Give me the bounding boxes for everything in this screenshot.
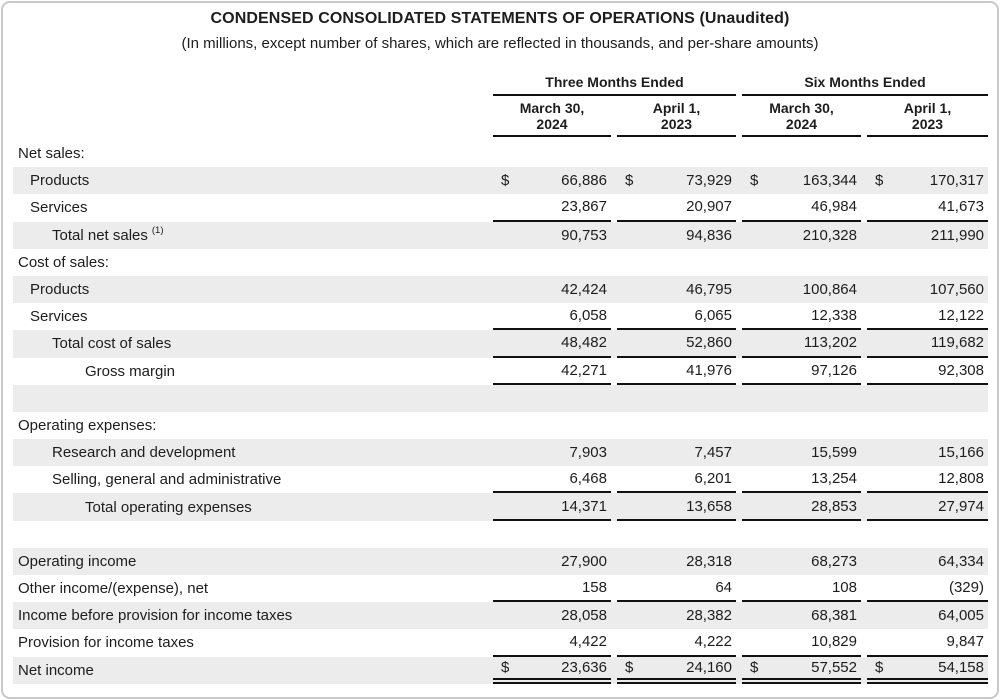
currency-symbol: $ <box>625 172 634 190</box>
table-row <box>13 548 988 575</box>
value-cell-h-2023 <box>867 276 988 303</box>
table-row <box>13 276 988 303</box>
value-cell-h-2023 <box>867 385 988 412</box>
row-label-cell <box>13 385 493 412</box>
value: 23,636 <box>561 658 607 676</box>
value: 9,847 <box>946 633 984 651</box>
value-cell-h-2024 <box>742 521 861 548</box>
row-label-cell <box>13 602 493 629</box>
currency-symbol: $ <box>750 172 759 190</box>
row-label: Total cost of sales <box>52 335 172 353</box>
column-group-label: Six Months Ended <box>804 74 926 90</box>
value-cell-q-2023 <box>617 629 736 656</box>
value: 7,457 <box>694 444 732 462</box>
currency-symbol: $ <box>750 658 759 676</box>
row-label-cell <box>13 249 493 276</box>
column-header-line2: 2023 <box>911 116 944 132</box>
value: 41,673 <box>938 198 984 216</box>
row-label-cell <box>13 548 493 575</box>
row-label-cell <box>13 303 493 330</box>
value: 97,126 <box>811 361 857 379</box>
row-label-cell <box>13 657 493 684</box>
value-cell-q-2023 <box>617 167 736 194</box>
row-label: Net sales: <box>18 145 85 163</box>
value-cell-h-2024 <box>742 575 861 602</box>
table-row <box>13 358 988 385</box>
value-cell-q-2023 <box>617 657 736 684</box>
value-cell-h-2024 <box>742 493 861 520</box>
table-row <box>13 385 988 412</box>
value-cell-h-2023 <box>867 657 988 684</box>
value: 66,886 <box>561 172 607 190</box>
table-row <box>13 602 988 629</box>
value: 48,482 <box>561 334 607 352</box>
value: (329) <box>948 579 984 597</box>
value-cell-h-2024 <box>742 412 861 439</box>
value-cell-q-2024 <box>493 276 611 303</box>
value-cell-q-2024 <box>493 412 611 439</box>
value: 42,424 <box>561 281 607 299</box>
value: 46,795 <box>686 281 732 299</box>
value-cell-q-2024 <box>493 602 611 629</box>
row-label: Gross margin <box>85 362 176 380</box>
value: 158 <box>581 579 607 597</box>
table-row <box>13 303 988 330</box>
value: 4,222 <box>694 633 732 651</box>
row-label-cell <box>13 575 493 602</box>
table-row <box>13 493 988 520</box>
column-header-h-2023 <box>867 96 988 137</box>
value-cell-q-2023 <box>617 521 736 548</box>
value-cell-h-2023 <box>867 412 988 439</box>
value-cell-q-2023 <box>617 276 736 303</box>
value-cell-h-2024 <box>742 140 861 167</box>
value-cell-h-2024 <box>742 330 861 357</box>
value: 94,836 <box>686 226 732 244</box>
value: 90,753 <box>561 226 607 244</box>
value-cell-q-2023 <box>617 548 736 575</box>
row-label-cell <box>13 466 493 493</box>
row-label: Operating income <box>18 552 137 570</box>
value: 64,005 <box>938 607 984 625</box>
table-row <box>13 140 988 167</box>
value: 6,468 <box>569 470 607 488</box>
value: 6,058 <box>569 307 607 325</box>
value-cell-h-2024 <box>742 439 861 466</box>
row-label-cell <box>13 276 493 303</box>
value-cell-h-2024 <box>742 629 861 656</box>
value-cell-h-2024 <box>742 167 861 194</box>
value-cell-q-2024 <box>493 439 611 466</box>
value-cell-q-2024 <box>493 629 611 656</box>
value: 64,334 <box>938 552 984 570</box>
value: 28,318 <box>686 552 732 570</box>
row-label: Other income/(expense), net <box>18 580 209 598</box>
value: 46,984 <box>811 198 857 216</box>
value: 52,860 <box>686 334 732 352</box>
table-row <box>13 439 988 466</box>
table-row <box>13 167 988 194</box>
value: 15,166 <box>938 444 984 462</box>
value-cell-q-2024 <box>493 358 611 385</box>
column-header-q-2023 <box>617 96 736 137</box>
table-row <box>13 575 988 602</box>
value-cell-q-2023 <box>617 194 736 221</box>
table-row <box>13 521 988 548</box>
value-cell-q-2024 <box>493 140 611 167</box>
value: 15,599 <box>811 444 857 462</box>
value-cell-h-2024 <box>742 194 861 221</box>
table-row <box>13 249 988 276</box>
row-label: Products <box>30 172 90 190</box>
value-cell-q-2023 <box>617 222 736 249</box>
value-cell-h-2023 <box>867 249 988 276</box>
value-cell-h-2024 <box>742 222 861 249</box>
row-label-cell <box>13 358 493 385</box>
value: 100,864 <box>802 281 857 299</box>
column-header-line1: March 30, <box>519 100 585 116</box>
value: 6,065 <box>694 307 732 325</box>
table-row <box>13 629 988 656</box>
value: 13,658 <box>686 497 732 515</box>
value: 27,974 <box>938 497 984 515</box>
value-cell-q-2023 <box>617 412 736 439</box>
value: 27,900 <box>561 552 607 570</box>
currency-symbol: $ <box>625 658 634 676</box>
currency-symbol: $ <box>875 172 884 190</box>
value: 68,381 <box>811 607 857 625</box>
value-cell-h-2023 <box>867 521 988 548</box>
value: 57,552 <box>811 658 857 676</box>
value: 14,371 <box>561 497 607 515</box>
value-cell-q-2023 <box>617 602 736 629</box>
value-cell-h-2024 <box>742 276 861 303</box>
column-group-label: Three Months Ended <box>545 74 684 90</box>
value-cell-h-2023 <box>867 548 988 575</box>
column-group-three-months <box>493 72 736 96</box>
row-label-cell <box>13 629 493 656</box>
value-cell-h-2024 <box>742 602 861 629</box>
value-cell-q-2023 <box>617 140 736 167</box>
currency-symbol: $ <box>501 658 510 676</box>
row-label-cell <box>13 439 493 466</box>
statements-of-operations-table <box>13 72 988 684</box>
value-cell-q-2023 <box>617 385 736 412</box>
value-cell-h-2023 <box>867 303 988 330</box>
table-header-groups <box>13 72 988 96</box>
value-cell-q-2024 <box>493 657 611 684</box>
value: 12,808 <box>938 470 984 488</box>
table-row <box>13 222 988 249</box>
value-cell-h-2023 <box>867 222 988 249</box>
row-label-cell <box>13 330 493 357</box>
value-cell-q-2023 <box>617 466 736 493</box>
header-spacer-cell <box>13 96 493 137</box>
currency-symbol: $ <box>875 658 884 676</box>
value-cell-q-2024 <box>493 194 611 221</box>
value-cell-h-2023 <box>867 140 988 167</box>
value: 170,317 <box>929 172 984 190</box>
value: 92,308 <box>938 361 984 379</box>
row-label-cell <box>13 521 493 548</box>
table-row <box>13 330 988 357</box>
value: 119,682 <box>930 334 984 352</box>
value-cell-q-2024 <box>493 330 611 357</box>
value: 64 <box>715 579 732 597</box>
value-cell-h-2024 <box>742 466 861 493</box>
row-label: Selling, general and administrative <box>52 471 282 489</box>
row-label: Total net sales <box>52 226 148 244</box>
value: 12,122 <box>938 307 984 325</box>
value-cell-h-2023 <box>867 439 988 466</box>
value: 211,990 <box>930 226 984 244</box>
value-cell-h-2024 <box>742 303 861 330</box>
table-header-columns <box>13 96 988 137</box>
row-label: Provision for income taxes <box>18 634 194 652</box>
table-row <box>13 657 988 684</box>
currency-symbol: $ <box>501 172 510 190</box>
row-label: Net income <box>18 661 94 679</box>
row-label: Products <box>30 281 90 299</box>
value: 13,254 <box>811 470 857 488</box>
value-cell-q-2024 <box>493 521 611 548</box>
value: 10,829 <box>811 633 857 651</box>
value: 24,160 <box>686 658 732 676</box>
value-cell-q-2024 <box>493 249 611 276</box>
column-header-line2: 2024 <box>785 116 818 132</box>
row-label: Services <box>30 199 88 217</box>
column-header-h-2024 <box>742 96 861 137</box>
table-row <box>13 466 988 493</box>
value: 28,853 <box>811 497 857 515</box>
value-cell-q-2023 <box>617 358 736 385</box>
value-cell-q-2024 <box>493 548 611 575</box>
value-cell-h-2023 <box>867 602 988 629</box>
column-header-q-2024 <box>493 96 611 137</box>
row-label: Total operating expenses <box>85 498 252 516</box>
value-cell-h-2024 <box>742 657 861 684</box>
value: 108 <box>831 579 857 597</box>
value: 163,344 <box>802 172 857 190</box>
value: 6,201 <box>694 470 732 488</box>
column-header-line2: 2024 <box>536 116 568 132</box>
row-label-cell <box>13 493 493 520</box>
value-cell-h-2024 <box>742 385 861 412</box>
value-cell-q-2023 <box>617 303 736 330</box>
value: 210,328 <box>802 226 857 244</box>
value-cell-h-2023 <box>867 466 988 493</box>
value-cell-h-2024 <box>742 548 861 575</box>
header-spacer-cell <box>13 72 493 96</box>
value: 68,273 <box>811 552 857 570</box>
value-cell-q-2023 <box>617 439 736 466</box>
value-cell-h-2023 <box>867 194 988 221</box>
value: 73,929 <box>686 172 732 190</box>
column-group-six-months <box>742 72 988 96</box>
row-label-cell <box>13 412 493 439</box>
value-cell-q-2024 <box>493 167 611 194</box>
value-cell-q-2024 <box>493 575 611 602</box>
value-cell-h-2023 <box>867 167 988 194</box>
row-label-cell <box>13 222 493 249</box>
value-cell-q-2024 <box>493 385 611 412</box>
value: 41,976 <box>686 361 732 379</box>
page-subtitle: (In millions, except number of shares, which are reflected in thousands, and per-share amounts) <box>181 35 819 52</box>
row-label: Cost of sales: <box>18 253 109 271</box>
value-cell-h-2023 <box>867 629 988 656</box>
value-cell-h-2024 <box>742 249 861 276</box>
column-header-line1: March 30, <box>769 100 834 116</box>
row-label: Income before provision for income taxes <box>18 607 293 625</box>
row-label-cell <box>13 167 493 194</box>
value-cell-q-2024 <box>493 466 611 493</box>
value-cell-h-2023 <box>867 575 988 602</box>
value: 7,903 <box>569 444 607 462</box>
row-label: Research and development <box>52 444 236 462</box>
value: 42,271 <box>561 361 607 379</box>
value: 4,422 <box>569 633 607 651</box>
value: 113,202 <box>803 334 857 352</box>
table-row <box>13 194 988 221</box>
value-cell-q-2024 <box>493 493 611 520</box>
value: 107,560 <box>929 281 984 299</box>
value-cell-q-2023 <box>617 330 736 357</box>
table-row <box>13 412 988 439</box>
value: 28,382 <box>686 607 732 625</box>
table-rows <box>13 140 988 684</box>
value-cell-h-2023 <box>867 493 988 520</box>
value-cell-h-2023 <box>867 358 988 385</box>
value: 28,058 <box>561 607 607 625</box>
column-header-line2: 2023 <box>660 116 693 132</box>
value-cell-q-2023 <box>617 249 736 276</box>
footnote-marker: (1) <box>151 224 164 236</box>
row-label-cell <box>13 140 493 167</box>
row-label: Operating expenses: <box>18 416 157 434</box>
value-cell-h-2024 <box>742 358 861 385</box>
value-cell-q-2024 <box>493 303 611 330</box>
column-header-line1: April 1, <box>652 100 701 116</box>
value-cell-q-2024 <box>493 222 611 249</box>
value: 20,907 <box>686 198 732 216</box>
value-cell-h-2023 <box>867 330 988 357</box>
row-label-cell <box>13 194 493 221</box>
value-cell-q-2023 <box>617 493 736 520</box>
row-label: Services <box>30 308 88 326</box>
value-cell-q-2023 <box>617 575 736 602</box>
column-header-line1: April 1, <box>903 100 952 116</box>
value: 12,338 <box>811 307 857 325</box>
value: 54,158 <box>938 658 984 676</box>
page-title: CONDENSED CONSOLIDATED STATEMENTS OF OPERATIONS (Unaudited) <box>210 10 790 27</box>
value: 23,867 <box>561 198 607 216</box>
